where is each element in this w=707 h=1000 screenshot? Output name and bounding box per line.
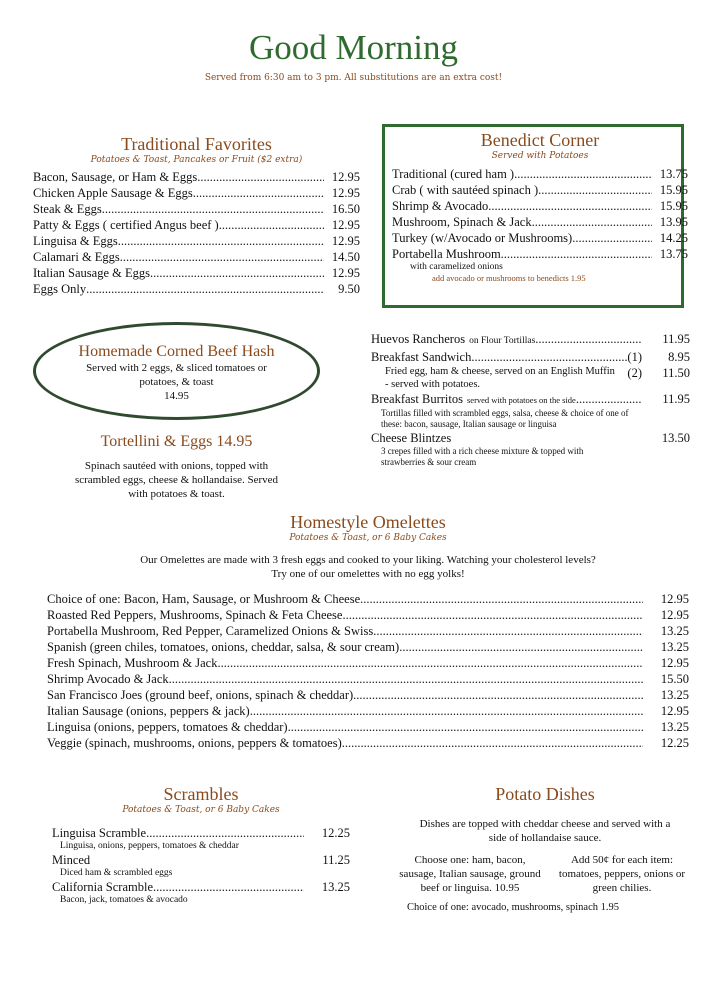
item-price: 12.95 (331, 218, 360, 232)
item-description: Tortillas filled with scrambled eggs, salsa, cheese & choice of one of these: bacon, sausage, Italian sausage or linguisa (381, 408, 629, 429)
leader-dots (353, 687, 643, 703)
item-price: 12.25 (660, 736, 689, 750)
item-price: 15.50 (660, 672, 689, 686)
section-subtitle: Served with Potatoes (491, 151, 589, 161)
item-name: Italian Sausage & Eggs (33, 266, 150, 280)
option-row (615, 365, 690, 381)
misc-breakfast-section (371, 331, 690, 468)
item-name: Traditional (cured ham ) (392, 167, 515, 181)
item-price: 12.95 (331, 234, 360, 248)
item-name: Minced (52, 853, 91, 867)
item-name: Portabella Mushroom (392, 247, 501, 261)
menu-item (47, 671, 689, 687)
menu-item (371, 331, 690, 349)
item-name: Turkey (w/Avocado or Mushrooms) (392, 231, 573, 245)
leader-dots (576, 391, 642, 407)
menu-item (371, 430, 690, 446)
item-price: 12.95 (331, 170, 360, 184)
item-price: 14.95 (164, 390, 189, 402)
leader-dots (197, 169, 324, 185)
section-title: Tortellini & Eggs 14.95 (100, 433, 253, 450)
item-price: 12.95 (331, 266, 360, 280)
leader-dots (501, 246, 652, 262)
menu-item (47, 719, 689, 735)
item-price: 13.75 (659, 167, 688, 181)
section-subtitle: Potatoes & Toast, Pancakes or Fruit ($2 extra) (90, 155, 303, 165)
item-name: Huevos Rancheros (371, 332, 466, 346)
leader-dots (118, 233, 324, 249)
corned-beef-hash-section (40, 343, 313, 403)
item-name: Shrimp & Avocado (392, 199, 489, 213)
item-description: Spinach sautéed with onions, topped with scrambled eggs, cheese & hollandaise. Served with potatoes & toast. (74, 460, 279, 500)
item-price: 13.25 (321, 880, 350, 894)
menu-item (33, 265, 360, 281)
item-price: 15.95 (659, 183, 688, 197)
menu-item (371, 349, 690, 365)
item-price: 14.50 (331, 250, 360, 264)
item-price: 12.95 (331, 186, 360, 200)
option-label: (1) (627, 350, 642, 364)
menu-item (47, 703, 689, 719)
item-name: Calamari & Eggs (33, 250, 120, 264)
potato-choice-text: Choose one: ham, bacon, sausage, Italian sausage, ground beef or linguisa. 10.95 (399, 854, 541, 894)
section-subtitle: Potatoes & Toast, or 6 Baby Cakes (122, 805, 280, 815)
leader-dots (153, 879, 304, 895)
section-title: Benedict Corner (480, 130, 600, 150)
menu-item (33, 185, 360, 201)
section-description: Our Omelettes are made with 3 fresh eggs and cooked to your liking. Watching your cholesterol levels? Try one of our omelettes with no egg yolks! (140, 554, 596, 580)
menu-item (392, 214, 688, 230)
item-name: Italian Sausage (onions, peppers & jack) (47, 704, 250, 718)
item-name: Mushroom, Spinach & Jack (392, 215, 532, 229)
leader-dots (250, 703, 643, 719)
menu-item (392, 166, 688, 182)
potato-footer: Choice of one: avocado, mushrooms, spinach 1.95 (407, 902, 619, 913)
item-name: Eggs Only (33, 282, 87, 296)
item-price: 16.50 (331, 202, 360, 216)
leader-dots (217, 655, 643, 671)
leader-dots (120, 249, 324, 265)
item-price: 13.25 (660, 688, 689, 702)
scrambles-section (52, 784, 350, 906)
item-name: Shrimp Avocado & Jack (47, 672, 169, 686)
item-price: 14.25 (659, 231, 688, 245)
item-name: Steak & Eggs (33, 202, 102, 216)
item-price: 11.95 (662, 332, 690, 346)
item-note: with caramelized onions (410, 262, 503, 272)
menu-item (47, 655, 689, 671)
item-price: 13.50 (661, 431, 690, 445)
leader-dots (532, 214, 652, 230)
section-title: Homemade Corned Beef Hash (78, 343, 275, 360)
leader-dots (193, 185, 324, 201)
option-label: (2) (627, 366, 642, 380)
item-name: Linguisa Scramble (52, 826, 147, 840)
item-note: served with potatoes on the side (467, 395, 576, 405)
leader-dots (514, 166, 652, 182)
leader-dots (399, 639, 643, 655)
menu-item (33, 281, 360, 297)
item-price: 11.50 (662, 366, 690, 380)
menu-item (33, 249, 360, 265)
traditional-favorites-section (33, 134, 360, 297)
menu-item (392, 182, 688, 198)
tortellini-section (40, 433, 313, 501)
menu-item (47, 735, 689, 751)
item-name: Cheese Blintzes (371, 431, 452, 445)
menu-item (392, 230, 688, 246)
addon-note: add avocado or mushrooms to benedicts 1.95 (432, 273, 586, 283)
potato-dishes-section (395, 784, 695, 915)
menu-item (47, 607, 689, 623)
leader-dots (169, 671, 643, 687)
benedict-corner-section (392, 130, 688, 284)
menu-item (47, 623, 689, 639)
item-name: Linguisa (onions, peppers, tomatoes & cheddar) (47, 720, 288, 734)
leader-dots (146, 825, 304, 841)
item-name: Patty & Eggs ( certified Angus beef ) (33, 218, 219, 232)
menu-item (52, 879, 350, 895)
item-name: Bacon, Sausage, or Ham & Eggs (33, 170, 198, 184)
item-name: Linguisa & Eggs (33, 234, 118, 248)
item-price: 13.95 (659, 215, 688, 229)
potato-options (395, 853, 695, 895)
section-title: Scrambles (163, 784, 239, 804)
menu-item (47, 591, 689, 607)
omelettes-section (47, 512, 689, 751)
item-description: 3 crepes filled with a rich cheese mixture & topped with strawberries & sour cream (381, 446, 584, 467)
item-price: 11.25 (322, 853, 350, 867)
item-price: 12.95 (660, 656, 689, 670)
item-price: 13.25 (660, 640, 689, 654)
section-subtitle: Potatoes & Toast, or 6 Baby Cakes (289, 533, 447, 543)
menu-item (47, 639, 689, 655)
leader-dots (150, 265, 324, 281)
leader-dots (219, 217, 324, 233)
item-price: 12.95 (660, 592, 689, 606)
menu-item (52, 852, 350, 868)
item-name: Roasted Red Peppers, Mushrooms, Spinach & Feta Cheese (47, 608, 343, 622)
menu-item (47, 687, 689, 703)
leader-dots (288, 719, 643, 735)
item-name: Chicken Apple Sausage & Eggs (33, 186, 193, 200)
leader-dots (572, 230, 652, 246)
potato-addon-text: Add 50¢ for each item: tomatoes, peppers, onions or green chilies. (558, 854, 686, 894)
item-name: Veggie (spinach, mushrooms, onions, peppers & tomatoes) (47, 736, 342, 750)
item-name: Fresh Spinach, Mushroom & Jack (47, 656, 218, 670)
leader-dots (488, 198, 652, 214)
leader-dots (538, 182, 652, 198)
page-title: Good Morning (248, 28, 459, 67)
item-price: 15.95 (659, 199, 688, 213)
item-price: 13.25 (660, 720, 689, 734)
item-note: on Flour Tortillas (469, 336, 536, 346)
menu-item (33, 233, 360, 249)
item-price: 12.25 (321, 826, 350, 840)
menu-item (33, 217, 360, 233)
leader-dots (86, 281, 324, 297)
item-name: San Francisco Joes (ground beef, onions, spinach & cheddar) (47, 688, 354, 702)
leader-dots (535, 331, 642, 347)
item-name: Breakfast Sandwich (371, 350, 472, 364)
menu-item (371, 391, 690, 408)
item-price: 9.50 (338, 282, 360, 296)
item-name: California Scramble (52, 880, 154, 894)
item-price: 12.95 (660, 704, 689, 718)
item-name: Breakfast Burritos (371, 392, 463, 406)
section-title: Potato Dishes (495, 784, 595, 804)
item-description: Fried egg, ham & cheese, served on an English Muffin - served with potatoes. (385, 366, 615, 390)
item-name: Choice of one: Bacon, Ham, Sausage, or Mushroom & Cheese (47, 592, 361, 606)
leader-dots (342, 735, 643, 751)
menu-item (52, 825, 350, 841)
item-price: 13.25 (660, 624, 689, 638)
item-price: 13.75 (659, 247, 688, 261)
item-description: Served with 2 eggs, & sliced tomatoes or potatoes, & toast (86, 362, 267, 388)
section-description: Dishes are topped with cheddar cheese and served with a side of hollandaise sauce. (419, 818, 671, 844)
item-description: Bacon, jack, tomatoes & avocado (60, 895, 188, 905)
item-name: Portabella Mushroom, Red Pepper, Caramelized Onions & Swiss (47, 624, 374, 638)
menu-item (33, 201, 360, 217)
item-name: Crab ( with sautéed spinach ) (392, 183, 539, 197)
menu-item (33, 169, 360, 185)
item-price: 12.95 (660, 608, 689, 622)
item-name: Spanish (green chiles, tomatoes, onions, cheddar, salsa, & sour cream) (47, 640, 400, 654)
section-title: Homestyle Omelettes (290, 512, 446, 532)
leader-dots (360, 591, 643, 607)
item-detail (371, 365, 690, 391)
menu-item (392, 246, 688, 262)
leader-dots (373, 623, 643, 639)
item-description: Diced ham & scrambled eggs (60, 868, 173, 878)
leader-dots (342, 607, 643, 623)
menu-item (392, 198, 688, 214)
page-subtitle: Served from 6:30 am to 3 pm. All substitutions are an extra cost! (204, 73, 503, 83)
leader-dots (471, 349, 627, 365)
item-price: 11.95 (662, 392, 690, 406)
section-title: Traditional Favorites (121, 134, 272, 154)
item-price: 8.95 (668, 350, 690, 364)
item-description: Linguisa, onions, peppers, tomatoes & cheddar (60, 841, 239, 851)
leader-dots (102, 201, 324, 217)
